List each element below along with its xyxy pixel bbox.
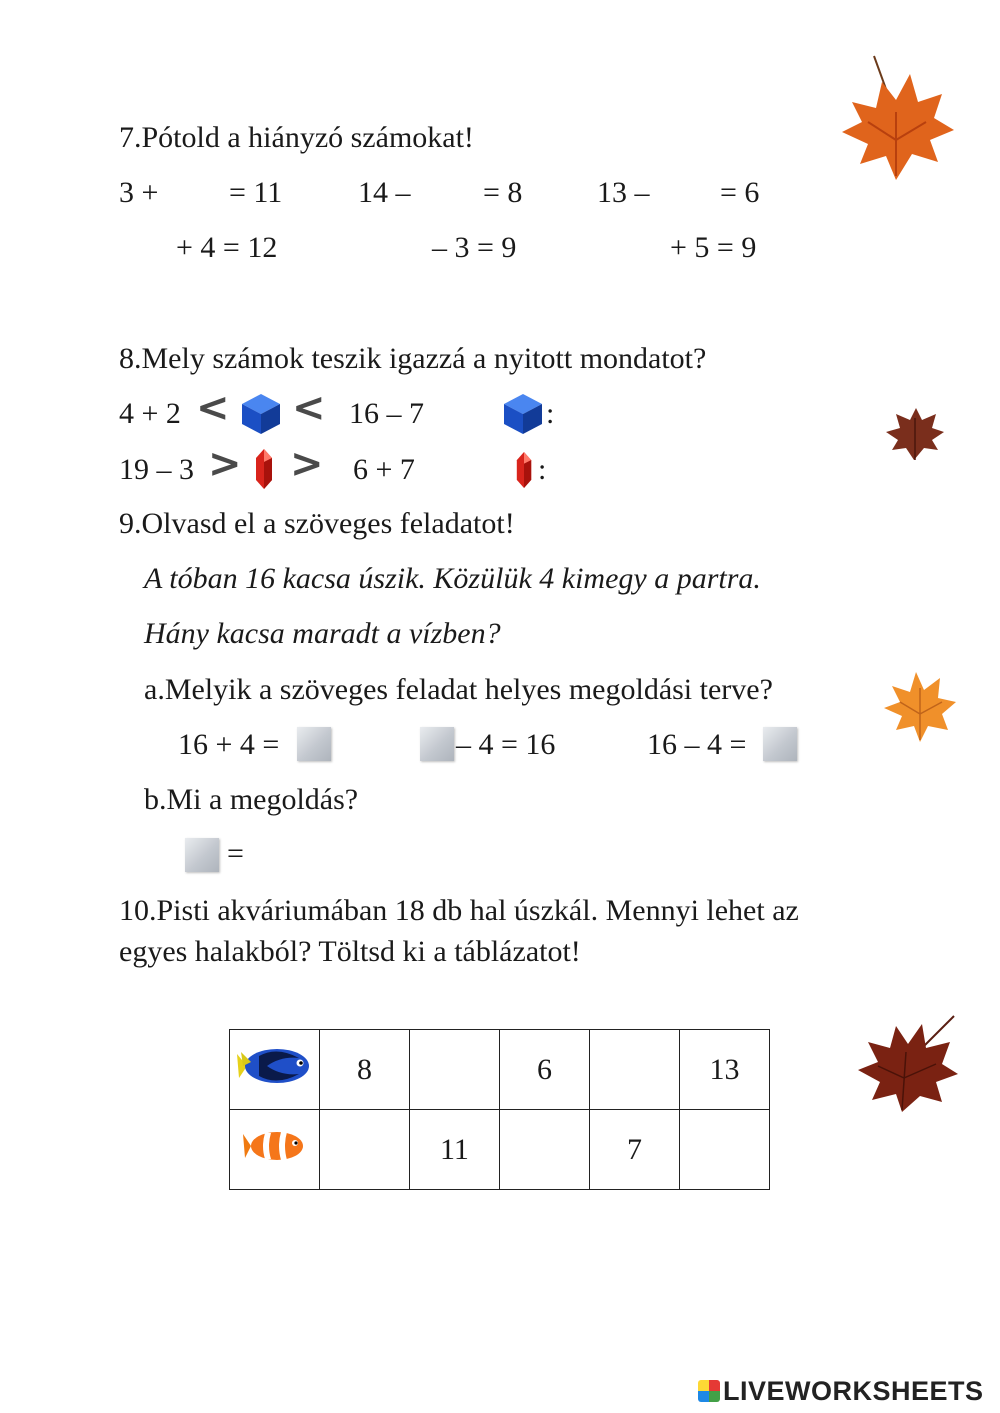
ex7-r2-eq3: + 5 = 9 [670, 231, 757, 264]
fish-table [229, 1029, 770, 1190]
exercise8-title: 8.Mely számok teszik igazzá a nyitott mondatot? [119, 342, 707, 375]
blue-fish-row [230, 1030, 770, 1110]
greater-than-sign: > [208, 441, 242, 487]
answer-box-option1[interactable] [297, 727, 331, 761]
ex7-r1-term3: 13 – [597, 176, 650, 209]
less-than-sign: < [196, 385, 230, 431]
clown-fish-cell [230, 1110, 320, 1190]
ex9-story-line1: A tóban 16 kacsa úszik. Közülük 4 kimegy a partra. [144, 562, 761, 595]
exercise7-title: 7.Pótold a hiányzó számokat! [119, 121, 474, 154]
ex7-r1-result1: = 11 [229, 176, 283, 209]
blue-fish-icon [237, 1044, 313, 1088]
red-crystal-answer-icon [515, 450, 533, 490]
ex9-option2: – 4 = 16 [456, 728, 556, 761]
ex9-option1: 16 + 4 = [178, 728, 280, 761]
ex7-r2-eq1: + 4 = 12 [176, 231, 278, 264]
clownfish-icon [243, 1126, 307, 1166]
blue-fish-count-4[interactable] [590, 1030, 680, 1110]
maple-leaf-orange-icon [882, 668, 958, 746]
blue-fish-count-5[interactable]: 13 [680, 1030, 770, 1110]
ex8-r1-left: 4 + 2 [119, 397, 181, 430]
clown-fish-count-2[interactable]: 11 [410, 1110, 500, 1190]
ex9-a-question: a.Melyik a szöveges feladat helyes megoldási terve? [144, 673, 773, 706]
blue-cube-answer-icon [502, 392, 544, 436]
blue-fish-count-1[interactable]: 8 [320, 1030, 410, 1110]
answer-box-option2[interactable] [420, 727, 454, 761]
greater-than-sign-2: > [290, 441, 324, 487]
exercise9-title: 9.Olvasd el a szöveges feladatot! [119, 507, 515, 540]
exercise10-line1: 10.Pisti akváriumában 18 db hal úszkál. Mennyi lehet az [119, 894, 799, 927]
less-than-sign-2: < [292, 385, 326, 431]
blue-fish-cell [230, 1030, 320, 1110]
clown-fish-count-4[interactable]: 7 [590, 1110, 680, 1190]
liveworksheets-logo-text: LIVEWORKSHEETS [723, 1376, 984, 1406]
maple-leaf-icon [838, 52, 956, 192]
ex8-r1-right: 16 – 7 [349, 397, 424, 430]
blue-fish-count-3[interactable]: 6 [500, 1030, 590, 1110]
clown-fish-count-3[interactable] [500, 1110, 590, 1190]
ex9-story-line2: Hány kacsa maradt a vízben? [144, 617, 501, 650]
liveworksheets-logo [698, 1376, 984, 1407]
ex7-r1-result2: = 8 [483, 176, 523, 209]
exercise10-line2: egyes halakból? Töltsd ki a táblázatot! [119, 935, 581, 968]
clown-fish-count-5[interactable] [680, 1110, 770, 1190]
ex7-r1-result3: = 6 [720, 176, 760, 209]
blue-fish-count-2[interactable] [410, 1030, 500, 1110]
ex8-r2-left: 19 – 3 [119, 453, 194, 486]
ex7-r1-term2: 14 – [358, 176, 411, 209]
liveworksheets-logo-icon [698, 1380, 720, 1402]
ex9-option3: 16 – 4 = [647, 728, 747, 761]
clown-fish-row [230, 1110, 770, 1190]
ex7-r2-eq2: – 3 = 9 [432, 231, 517, 264]
ex8-r2-colon: : [538, 453, 547, 486]
maple-leaf-dark-icon [856, 1012, 960, 1116]
ex9-answer-equals: = [227, 837, 244, 870]
clown-fish-count-1[interactable] [320, 1110, 410, 1190]
oak-leaf-icon [884, 406, 946, 464]
ex7-r1-term1: 3 + [119, 176, 159, 209]
blue-cube-icon [240, 392, 282, 436]
red-crystal-icon [254, 448, 274, 490]
ex8-r1-colon: : [546, 397, 555, 430]
ex8-r2-right: 6 + 7 [353, 453, 415, 486]
answer-box-option3[interactable] [763, 727, 797, 761]
answer-box-solution[interactable] [185, 838, 219, 872]
ex9-b-question: b.Mi a megoldás? [144, 783, 359, 816]
